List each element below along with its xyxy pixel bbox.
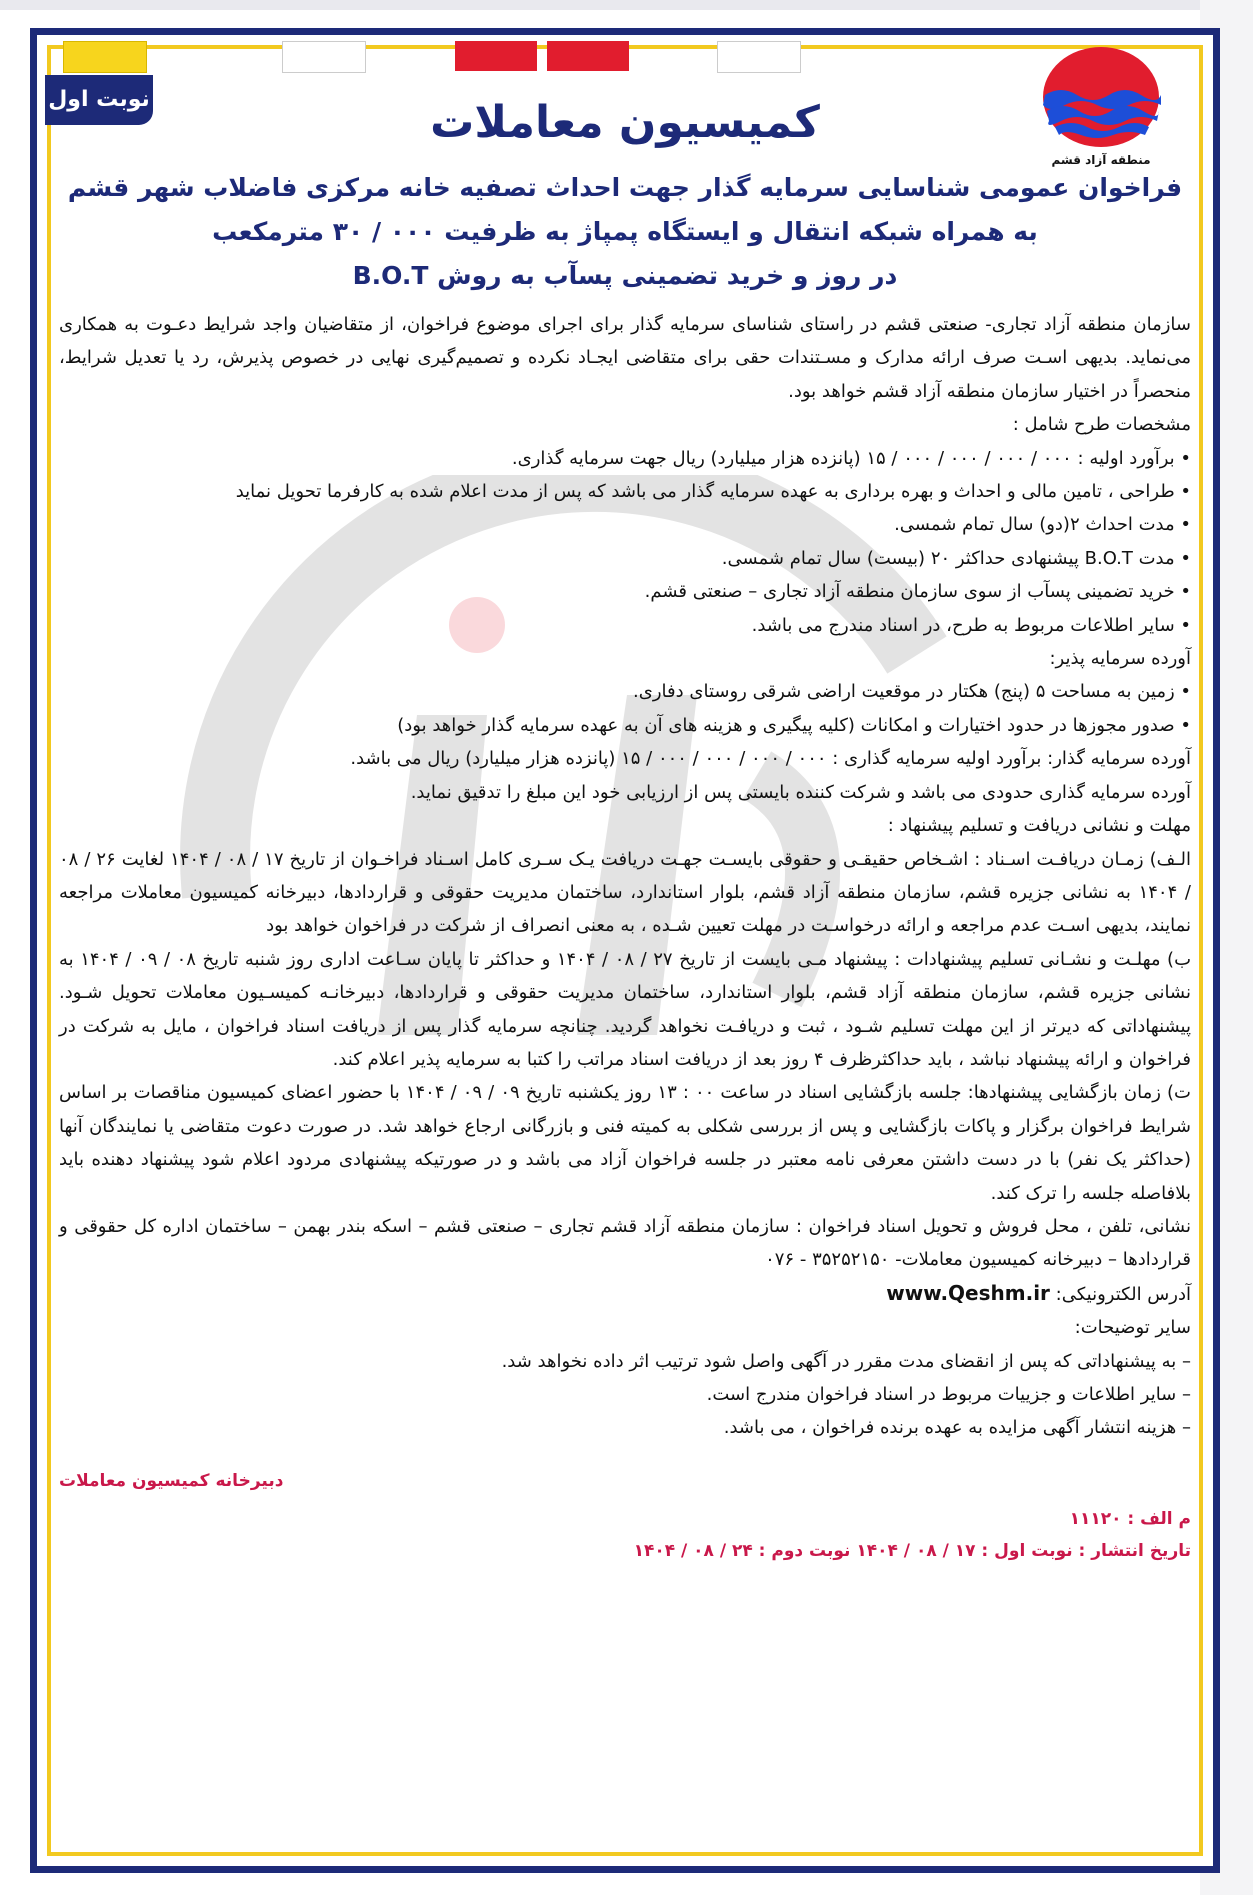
contrib-item: • زمین به مساحت ۵ (پنج) هکتار در موقعیت اراضی شرقی روستای دفاری. bbox=[59, 675, 1191, 708]
signature: دبیرخانه کمیسیون معاملات bbox=[59, 1470, 284, 1491]
contrib-heading: آورده سرمایه پذیر: bbox=[1049, 648, 1191, 670]
top-strip bbox=[0, 0, 1253, 10]
spec-item: • مدت B.O.T پیشنهادی حداکثر ۲۰ (بیست) سال تمام شمسی. bbox=[59, 542, 1191, 575]
notice-content bbox=[59, 53, 1191, 1848]
notice-body bbox=[59, 308, 1191, 1445]
publish-dates: تاریخ انتشار : نوبت اول : ۱۷ / ۰۸ / ۱۴۰۴ نوبت دوم : ۲۴ / ۰۸ / ۱۴۰۴ bbox=[633, 1540, 1191, 1561]
section-b: ب) مهلـت و نشـانی تسلیم پیشنهادات : پیشنهاد مـی بایست از تاریخ ۲۷ / ۰۸ / ۱۴۰۴ و حداکثر تا پایان سـاعت اداری روز شنبه تاریخ ۰۸ / ۰۹ / ۱۴۰۴ به نشانی جزیره قشم، سازمان منطقه آزاد قشم، بلوار استاندارد، ساختمان مدیریت حقوقی و قراردادها، دبیرخانـه کمیسـیون معاملات تحویل شـود. پیشنهاداتی که دیرتر از این مهلت تسلیم شـود ، ثبت و دریافـت نخواهد گردید. چنانچه سرمایه گذار پس از دریافت اسناد فراخوان ، مایل به شرکت در فراخوان و ارائه پیشنهاد نباشد ، باید حداکثرظرف ۴ روز بعد از دریافت اسناد مراتب را کتبا به سرمایه پذیر اعلام کند. bbox=[59, 948, 1192, 1070]
address-paragraph: نشانی، تلفن ، محل فروش و تحویل اسناد فراخوان : سازمان منطقه آزاد قشم تجاری – صنعتی قشم – اسکه بندر بهمن – ساختمان اداره کل حقوقی و قراردادها – دبیرخانه کمیسیون معاملات- ۳۵۲۵۲۱۵۰ - ۰۷۶ bbox=[59, 1215, 1191, 1271]
spec-item: • مدت احداث ۲(دو) سال تمام شمسی. bbox=[59, 508, 1191, 541]
note-item: – به پیشنهاداتی که پس از انقضای مدت مقرر در آگهی واصل شود ترتیب اثر داده نخواهد شد. bbox=[501, 1350, 1191, 1372]
footer bbox=[59, 1503, 1191, 1567]
investor-note: آورده سرمایه گذاری حدودی می باشد و شرکت کننده بایستی پس از ارزیابی خود این مبلغ را تدقیق نماید. bbox=[410, 781, 1191, 803]
logo-caption: منطقه آزاد قشم bbox=[1051, 153, 1151, 167]
website-link[interactable]: www.Qeshm.ir bbox=[886, 1280, 1050, 1305]
subtitle-line-2: به همراه شبکه انتقال و ایستگاه پمپاژ به ظرفیت ۰۰۰ / ۳۰ مترمکعب bbox=[212, 217, 1038, 246]
round-badge: نوبت اول bbox=[45, 75, 153, 125]
notes-heading: سایر توضیحات: bbox=[1074, 1317, 1191, 1339]
contrib-item: • صدور مجوزها در حدود اختیارات و امکانات (کلیه پیگیری و هزینه های آن به عهده سرمایه گذار خواهد بود) bbox=[59, 709, 1191, 742]
page-title: کمیسیون معاملات bbox=[430, 97, 820, 148]
note-item: – سایر اطلاعات و جزییات مربوط در اسناد فراخوان مندرج است. bbox=[706, 1384, 1191, 1405]
section-a: الـف) زمـان دریافـت اسـناد : اشـخاص حقیقـی و حقوقی بایسـت جهـت دریافت یـک سـری کامل اسـناد فراخـوان از تاریخ ۱۷ / ۰۸ / ۱۴۰۴ لغایت ۲۶ / ۰۸ / ۱۴۰۴ به نشانی جزیره قشم، سازمان منطقه آزاد قشم، بلوار استاندارد، ساختمان مدیریت حقوقی و قراردادها، دبیرخانه کمیسیون معاملات مراجعه نمایند، بدیهی اسـت عدم مراجعه و ارائه درخواسـت در مهلت تعیین شـده ، به معنی انصراف از شرکت در فراخوان خواهد بود bbox=[59, 848, 1191, 937]
spec-item: • سایر اطلاعات مربوط به طرح، در اسناد مندرج می باشد. bbox=[59, 609, 1191, 642]
website-label: آدرس الکترونیکی: bbox=[1055, 1283, 1191, 1305]
deadline-heading: مهلت و نشانی دریافت و تسلیم پیشنهاد : bbox=[887, 815, 1191, 837]
section-t: ت) زمان بازگشایی پیشنهادها: جلسه بازگشایی اسناد در ساعت ۰۰ : ۱۳ روز یکشنبه تاریخ ۰۹ / ۰۹ / ۱۴۰۴ با حضور اعضای کمیسیون مناقصات بر اساس شرایط فراخوان برگزار و پاکات بازگشایی و پس از بررسی شکلی به کمیته فنی و بازرگانی ارجاع خواهد شد. در صورت دعوت متقاضی یا نمایندگان آنها (حداکثر یک نفر) با در دست داشتن معرفی نامه معتبر در جلسه فراخوان آزاد می باشد و در صورتیکه پیشنهادی مردود اعلام شود پیشنهاد دهنده باید بلافاصله جلسه را ترک کند. bbox=[59, 1082, 1191, 1204]
note-item: – هزینه انتشار آگهی مزایده به عهده برنده فراخوان ، می باشد. bbox=[723, 1417, 1191, 1439]
subtitle-line-3: در روز و خرید تضمینی پسآب به روش B.O.T bbox=[352, 261, 898, 290]
spec-heading: مشخصات طرح شامل : bbox=[1012, 414, 1191, 436]
notice-page bbox=[30, 28, 1220, 1873]
spec-item: • طراحی ، تامین مالی و احداث و بهره برداری به عهده سرمایه گذار می باشد که پس از مدت اعلام شده به کارفرما تحویل نماید bbox=[59, 475, 1191, 508]
reference-number: م الف : ۱۱۱۲۰ bbox=[1069, 1508, 1191, 1529]
subtitle-line-1: فراخوان عمومی شناسایی سرمایه گذار جهت احداث تصفیه خانه مرکزی فاضلاب شهر قشم bbox=[67, 173, 1183, 202]
spec-item: • برآورد اولیه : ۰۰۰ / ۰۰۰ / ۰۰۰ / ۰۰۰ / ۱۵ (پانزده هزار میلیارد) ریال جهت سرمایه گذاری. bbox=[59, 442, 1191, 475]
website-row bbox=[59, 1277, 1191, 1311]
investor-contribution: آورده سرمایه گذار: برآورد اولیه سرمایه گذاری : ۰۰۰ / ۰۰۰ / ۰۰۰ / ۰۰۰ / ۱۵ (پانزده هزار میلیارد) ریال می باشد. bbox=[350, 748, 1191, 770]
intro-paragraph: سازمان منطقه آزاد تجاری- صنعتی قشم در راستای شناسای سرمایه گذار برای اجرای موضوع فراخوان، از متقاضیان واجد شرایط دعـوت به همکاری می‌نماید. بدیهی اسـت صرف ارائه مدارک و مسـتندات حقی برای متقاضی ایجـاد نکرده و تصمیم‌گیری نهایی در خصوص پذیرش، رد یا تعدیل شرایط، منحصراً در اختیار سازمان منطقه آزاد قشم خواهد بود. bbox=[59, 314, 1191, 402]
spec-item: • خرید تضمینی پسآب از سوی سازمان منطقه آزاد تجاری – صنعتی قشم. bbox=[59, 575, 1191, 608]
